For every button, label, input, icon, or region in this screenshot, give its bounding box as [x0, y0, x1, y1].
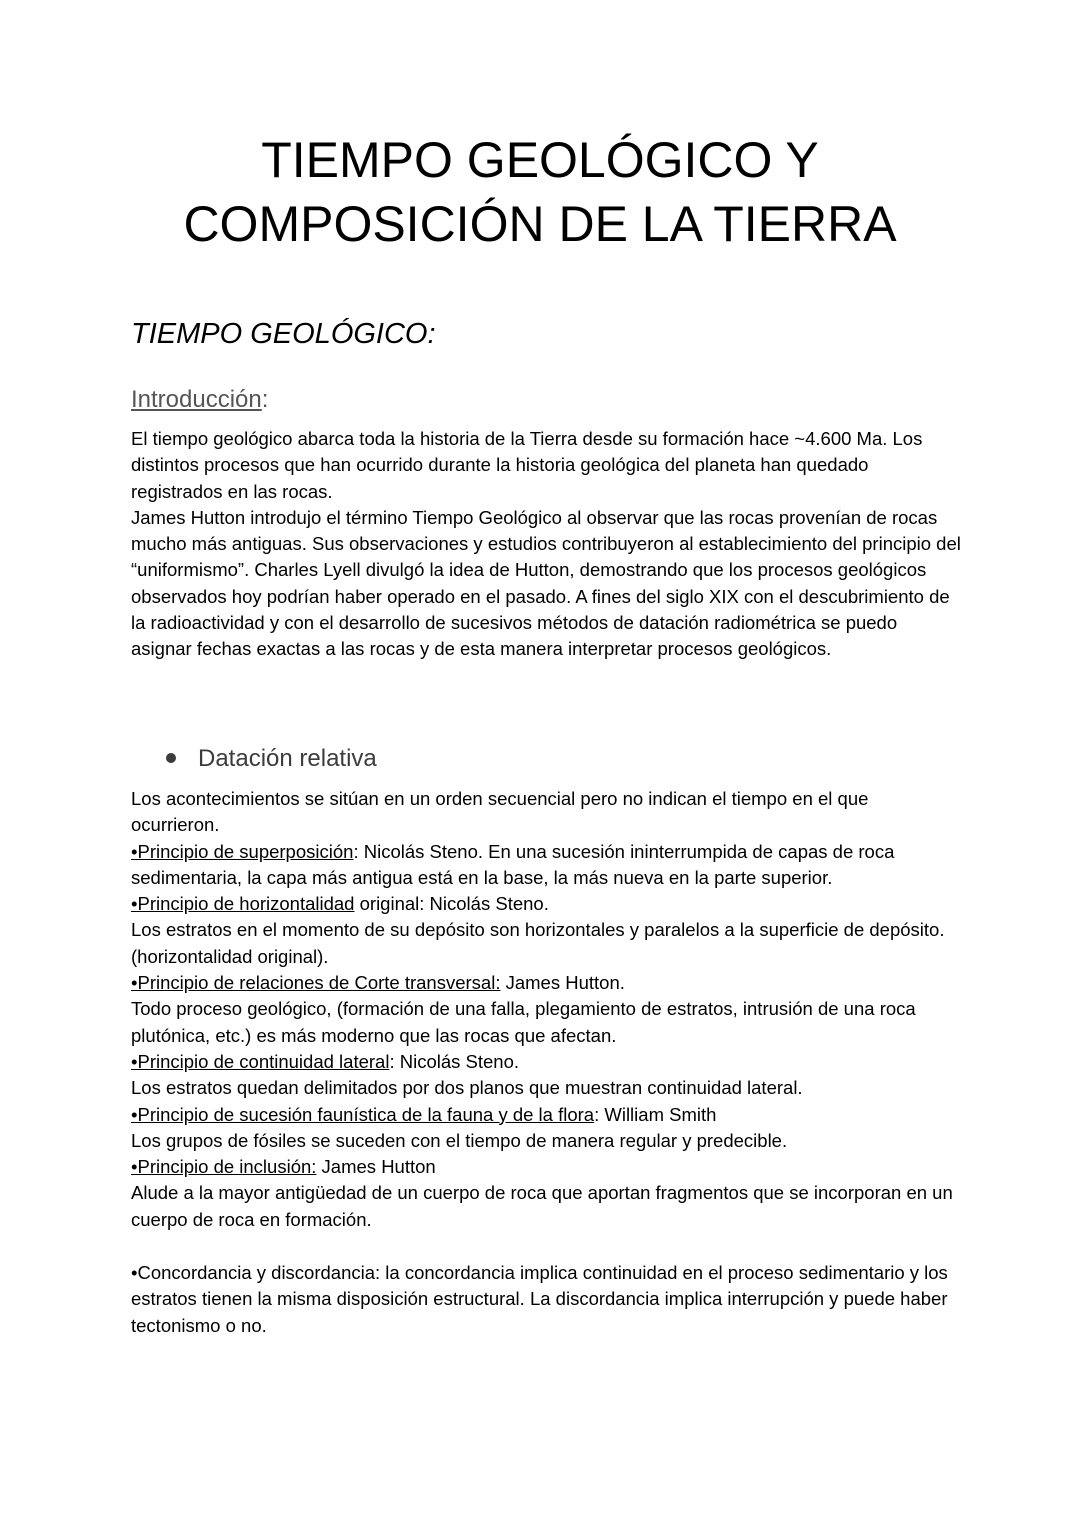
section-heading: TIEMPO GEOLÓGICO:: [131, 318, 436, 350]
principle-author: James Hutton.: [500, 972, 625, 994]
principle-author: James Hutton: [316, 1156, 436, 1178]
principle-inclusion: [131, 1154, 961, 1180]
relative-dating-body: [131, 786, 961, 1233]
relative-dating-heading: [160, 745, 377, 773]
principle-cross-cutting: [131, 970, 961, 996]
principle-author: : William Smith: [594, 1103, 717, 1125]
title-line-2: COMPOSICIÓN DE LA TIERRA: [183, 196, 897, 252]
document-title: [0, 128, 1080, 256]
principle-faunal-succession: [131, 1102, 961, 1128]
relative-dating-heading-text: Datación relativa: [198, 745, 377, 772]
principle-description: Todo proceso geológico, (formación de una falla, plegamiento de estratos, intrusión de una roca plutónica, etc.) es más moderno que las rocas que afectan.: [131, 998, 916, 1046]
principle-author: original: Nicolás Steno.: [354, 893, 549, 915]
concordance-paragraph: •Concordancia y discordancia: la concordancia implica continuidad en el proceso sedimentario y los estratos tienen la misma disposición estructural. La discordancia implica interrupción y puede haber tectonismo o no.: [131, 1262, 948, 1336]
relative-dating-intro: Los acontecimientos se sitúan en un orden secuencial pero no indican el tiempo en el que ocurrieron.: [131, 788, 869, 836]
principle-description: Los grupos de fósiles se suceden con el tiempo de manera regular y predecible.: [131, 1129, 788, 1151]
principle-horizontality: [131, 891, 961, 917]
principle-author: : Nicolás Steno. En una sucesión ininterrumpida de capas de roca sedimentaria, la capa más antigua está en la base, la más nueva en la parte superior.: [131, 840, 895, 888]
principle-lateral-continuity: [131, 1049, 961, 1075]
intro-heading-colon: :: [261, 386, 269, 413]
principle-description: Alude a la mayor antigüedad de un cuerpo de roca que aportan fragmentos que se incorporan en un cuerpo de roca en formación.: [131, 1182, 953, 1230]
intro-body: [131, 426, 961, 663]
intro-paragraph-2: James Hutton introdujo el término Tiempo Geológico al observar que las rocas provenían de rocas mucho más antiguas. Sus observaciones y estudios contribuyeron al establecimiento del principio del “uniformismo”. Charles Lyell divulgó la idea de Hutton, demostrando que los procesos geológicos observados hoy podrían haber operado en el pasado. A fines del siglo XIX con el descubrimiento de la radioactividad y con el desarrollo de sucesivos métodos de datación radiométrica se puedo asignar fechas exactas a las rocas y de esta manera interpretar procesos geológicos.: [131, 506, 961, 660]
bullet-dot-icon: [166, 753, 176, 763]
intro-heading-text: Introducción: [131, 386, 262, 413]
intro-heading: [131, 386, 268, 414]
intro-paragraph-1: El tiempo geológico abarca toda la historia de la Tierra desde su formación hace ~4.600 Ma. Los distintos procesos que han ocurrido durante la historia geológica del planeta han quedado registrados en las rocas.: [131, 428, 923, 502]
principle-name: •Principio de sucesión faunística de la fauna y de la flora: [131, 1103, 595, 1125]
principle-description: Los estratos en el momento de su depósito son horizontales y paralelos a la superficie de depósito. (horizontalidad original).: [131, 919, 945, 967]
principle-name: •Principio de relaciones de Corte transversal:: [131, 972, 501, 994]
principle-name: •Principio de inclusión:: [131, 1156, 317, 1178]
principle-name: •Principio de horizontalidad: [131, 893, 355, 915]
principle-author: : Nicolás Steno.: [389, 1050, 520, 1072]
principle-superposition: [131, 839, 961, 892]
principle-description: Los estratos quedan delimitados por dos planos que muestran continuidad lateral.: [131, 1077, 803, 1099]
principle-name: •Principio de superposición: [131, 840, 354, 862]
title-line-1: TIEMPO GEOLÓGICO Y: [261, 132, 819, 188]
principle-name: •Principio de continuidad lateral: [131, 1050, 390, 1072]
